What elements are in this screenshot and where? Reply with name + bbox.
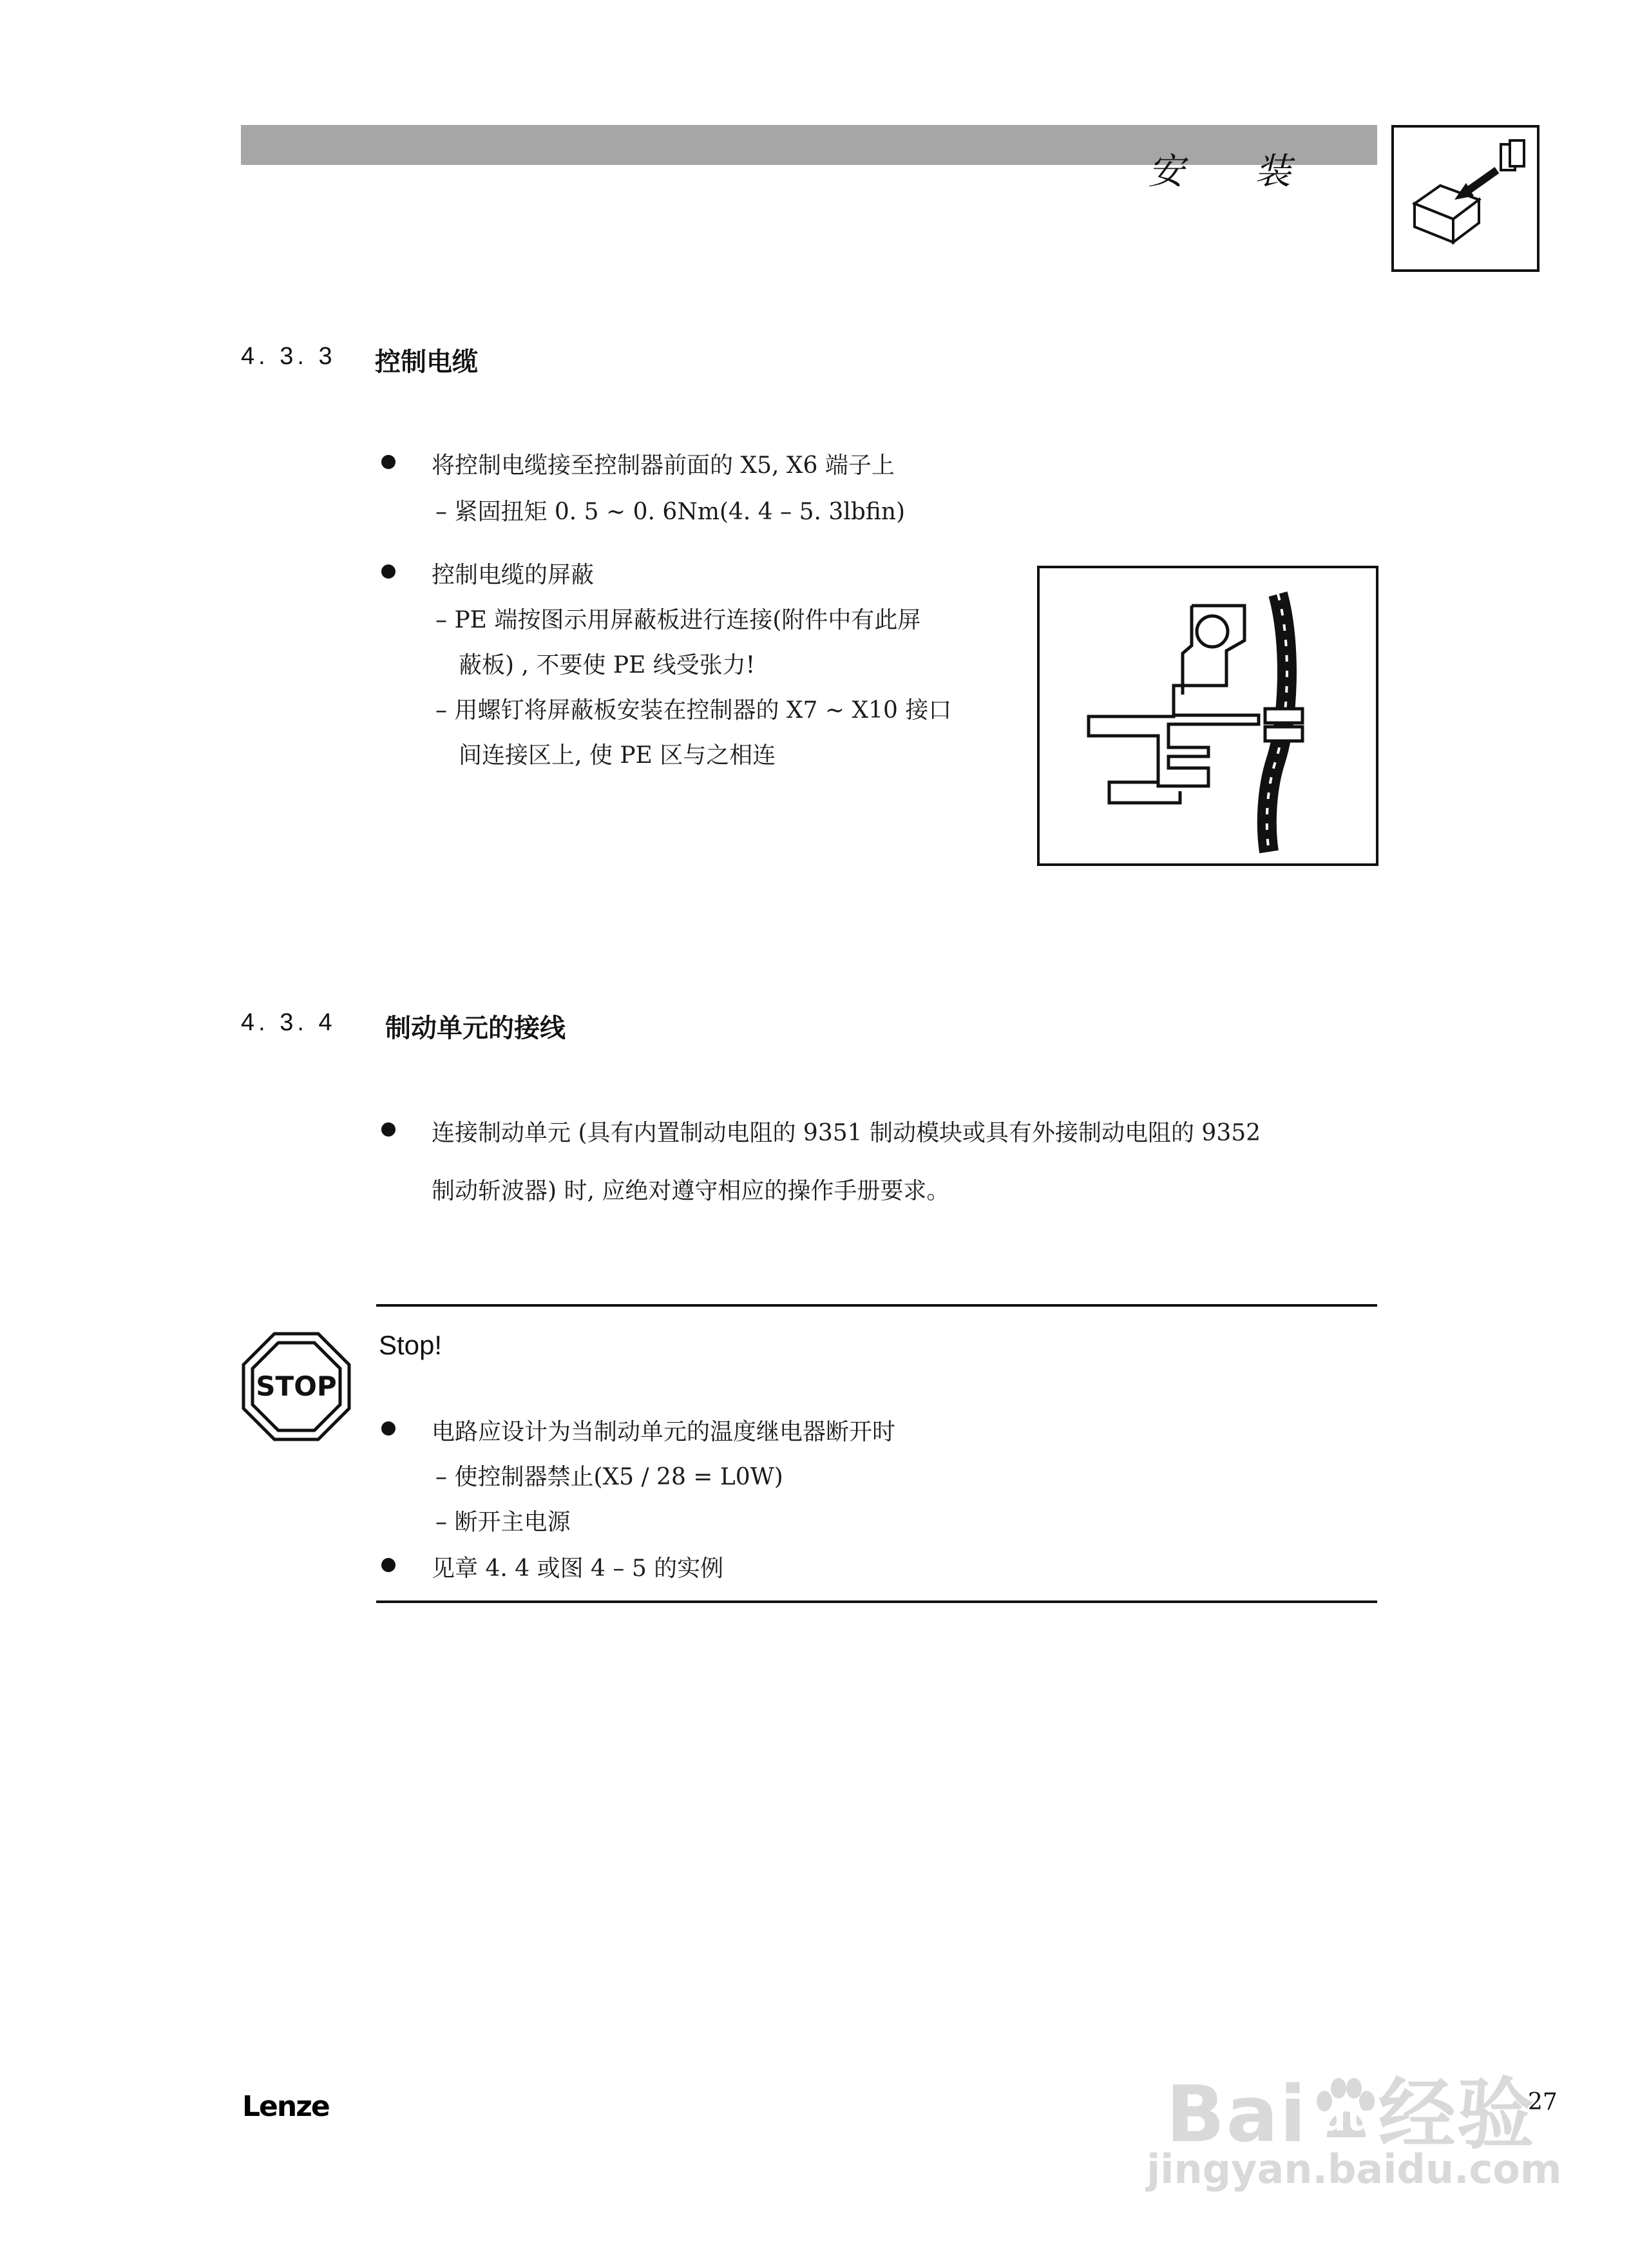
list-subitem: 间连接区上, 使 PE 区与之相连 [459,742,776,769]
watermark-brand-latin: Bai [1166,2070,1308,2160]
list-item: 见章 4. 4 或图 4 – 5 的实例 [432,1555,724,1582]
list-subitem: 蔽板) , 不要使 PE 线受张力! [459,652,756,678]
section-title: 控制电缆 [375,347,478,377]
bullet-dot [381,1421,396,1436]
stop-sign-icon [241,1331,352,1442]
section-number: 4. 3. 3 [241,343,336,370]
divider-top [376,1304,1377,1307]
installation-box-icon [1391,125,1539,272]
bullet-dot [381,455,396,469]
bullet-dot [381,1122,396,1137]
watermark-brand-cn: 经验 [1378,2070,1536,2160]
page-number: 27 [1528,2089,1558,2115]
list-subitem: – 用螺钉将屏蔽板安装在控制器的 X7 ~ X10 接口 [435,697,952,724]
stop-sign-text: STOP [256,1370,337,1402]
section-title: 制动单元的接线 [385,1014,566,1043]
paw-icon [1308,2075,1378,2146]
list-item: 将控制电缆接至控制器前面的 X5, X6 端子上 [432,452,895,479]
list-subitem: – 紧固扭矩 0. 5 ~ 0. 6Nm(4. 4 – 5. 3lbfin) [435,499,906,525]
divider-bottom [376,1600,1377,1603]
chapter-title: 安 装 [1148,151,1320,193]
stop-label: Stop! [379,1330,443,1360]
watermark-brand-du: du [1320,2097,1375,2139]
list-item: 连接制动单元 (具有内置制动电阻的 9351 制动模块或具有外接制动电阻的 9352 [432,1120,1261,1146]
list-subitem: – 使控制器禁止(X5 / 28 = L0W) [435,1464,783,1490]
watermark-url: jingyan.baidu.com [1147,2146,1562,2193]
list-item-continuation: 制动斩波器) 时, 应绝对遵守相应的操作手册要求。 [432,1178,950,1204]
list-subitem: – 断开主电源 [435,1509,571,1535]
list-subitem: – PE 端按图示用屏蔽板进行连接(附件中有此屏 [435,607,921,633]
bullet-dot [381,564,396,579]
list-item: 电路应设计为当制动单元的温度继电器断开时 [432,1419,896,1445]
bullet-dot [381,1558,396,1572]
section-number: 4. 3. 4 [241,1009,336,1036]
shield-plate-figure [1037,566,1378,866]
lenze-logo: Lenze [242,2090,329,2123]
list-item: 控制电缆的屏蔽 [432,562,595,588]
